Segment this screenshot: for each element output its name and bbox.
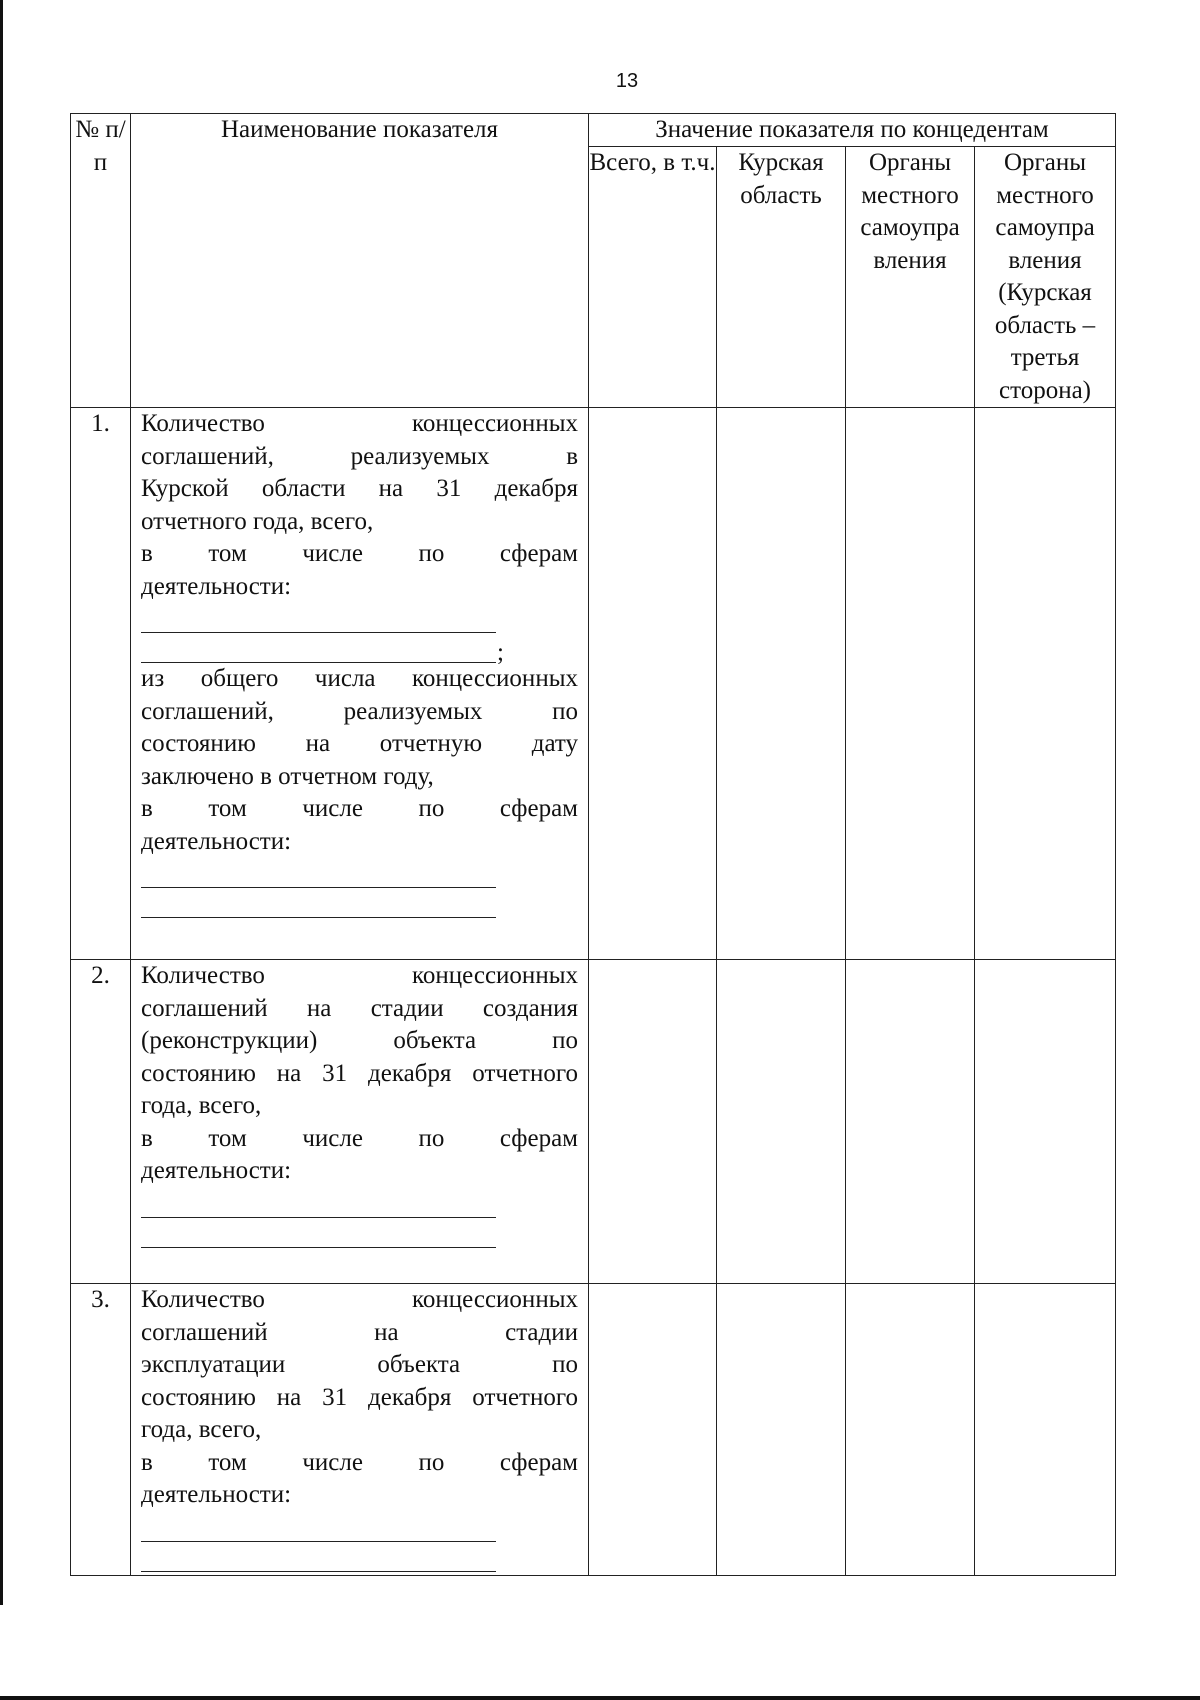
- description-line: из общего числа концессионных: [141, 665, 578, 692]
- fill-in-line: [141, 1218, 496, 1248]
- value-cell-total: [589, 408, 717, 960]
- value-cell-kursk-region: [717, 960, 846, 1284]
- description-line: в том числе по сферам: [141, 795, 578, 822]
- table-row: [71, 960, 1116, 1284]
- value-cell-total: [589, 1284, 717, 1576]
- row-number: 1.: [71, 408, 131, 960]
- indicator-description: [131, 408, 589, 960]
- description-line: деятельности:: [141, 827, 292, 855]
- description-line: (реконструкции) объекта по: [141, 1027, 578, 1054]
- row-number: 2.: [71, 960, 131, 1284]
- table-row: [71, 1284, 1116, 1576]
- scan-border-bottom: [0, 1696, 1200, 1700]
- description-line: Количество концессионных: [141, 410, 578, 437]
- value-cell-local-government: [846, 960, 975, 1284]
- header-value-by-grantors: Значение показателя по концедентам: [589, 114, 1116, 147]
- fill-in-line: [141, 633, 496, 663]
- header-col-total: Всего, в т.ч.: [589, 147, 717, 408]
- description-line: эксплуатации объекта по: [141, 1351, 578, 1378]
- description-line: соглашений, реализуемых по: [141, 697, 578, 725]
- description-line: деятельности:: [141, 1157, 292, 1184]
- description-line: года, всего,: [141, 1092, 262, 1119]
- page-number: 13: [615, 70, 639, 92]
- description-line: Курской области на 31 декабря: [141, 475, 578, 502]
- description-line: в том числе по сферам: [141, 1124, 578, 1152]
- indicator-description: [131, 960, 589, 1284]
- fill-in-line: [141, 888, 496, 918]
- fill-in-line: [141, 858, 496, 888]
- description-line: соглашений на стадии: [141, 1318, 578, 1346]
- description-line: в том числе по сферам: [141, 540, 578, 567]
- description-line: Количество концессионных: [141, 962, 578, 989]
- table-row: [71, 408, 1116, 960]
- value-cell-kursk-region: [717, 408, 846, 960]
- fill-in-line-with-semicolon: [141, 633, 578, 666]
- description-line: деятельности:: [141, 572, 292, 600]
- scan-border-left: [0, 0, 3, 1605]
- description-line: состоянию на 31 декабря отчетного: [141, 1383, 578, 1411]
- concession-indicators-table: [70, 113, 1116, 1576]
- fill-in-line: [141, 1542, 496, 1572]
- value-cell-total: [589, 960, 717, 1284]
- description-line: деятельности:: [141, 1481, 292, 1508]
- description-line: соглашений на стадии создания: [141, 994, 578, 1022]
- row-number: 3.: [71, 1284, 131, 1576]
- description-line: состоянию на отчетную дату: [141, 730, 578, 757]
- value-cell-local-government: [846, 408, 975, 960]
- fill-in-line: [141, 1512, 496, 1542]
- fill-in-line: [141, 1188, 496, 1218]
- description-line: Количество концессионных: [141, 1286, 578, 1313]
- header-col-kursk-region: Курская область: [717, 147, 846, 408]
- description-line: отчетного года, всего,: [141, 507, 374, 535]
- header-number: № п/п: [71, 114, 131, 408]
- value-cell-kursk-region: [717, 1284, 846, 1576]
- header-col-local-government-third-party: Органы местного самоупра вления (Курская область – третья сторона): [975, 147, 1116, 408]
- header-indicator-name: Наименование показателя: [131, 114, 589, 408]
- header-row-1: [71, 114, 1116, 147]
- indicator-description: [131, 1284, 589, 1576]
- description-line: в том числе по сферам: [141, 1448, 578, 1476]
- description-line: заключено в отчетном году,: [141, 762, 434, 790]
- description-line: года, всего,: [141, 1416, 262, 1443]
- fill-in-line: [141, 603, 496, 633]
- value-cell-local-government-third-party: [975, 960, 1116, 1284]
- value-cell-local-government-third-party: [975, 1284, 1116, 1576]
- description-line: состоянию на 31 декабря отчетного: [141, 1059, 578, 1087]
- header-col-local-government: Органы местного самоупра вления: [846, 147, 975, 408]
- semicolon: ;: [497, 639, 504, 666]
- description-line: соглашений, реализуемых в: [141, 442, 578, 470]
- value-cell-local-government-third-party: [975, 408, 1116, 960]
- value-cell-local-government: [846, 1284, 975, 1576]
